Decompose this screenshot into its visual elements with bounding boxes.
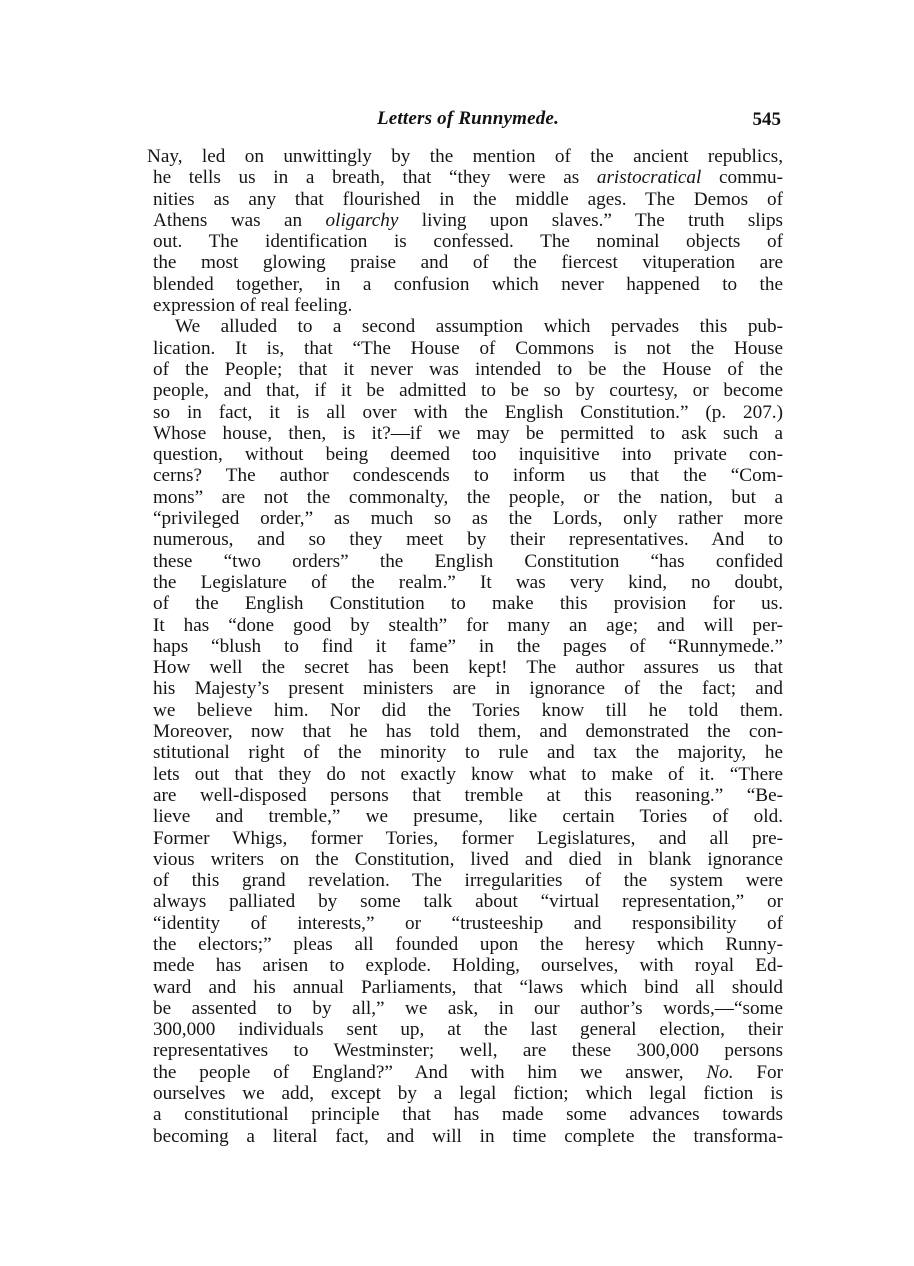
text-line: a constitutional principle that has made some advances towards [153, 1104, 783, 1126]
text-line: these “two orders” the English Constitution “has confided [153, 550, 783, 572]
text-line: ward and his annual Parliaments, that “laws which bind all should [153, 976, 783, 998]
text-line: Whose house, then, is it?—if we may be permitted to ask such a [153, 422, 783, 444]
text-line: cerns? The author condescends to inform us that the “Com- [153, 465, 783, 487]
text-line: 300,000 individuals sent up, at the last general election, their [153, 1019, 783, 1041]
text-line: vious writers on the Constitution, lived and died in blank ignorance [153, 848, 783, 870]
text-line: How well the secret has been kept! The author assures us that [153, 657, 783, 679]
text-line: question, without being deemed too inquisitive into private con- [153, 444, 783, 466]
text-line: stitutional right of the minority to rule and tax the majority, he [153, 742, 783, 764]
paragraph-end-line: expression of real feeling. [153, 295, 353, 317]
text-line: Athens was an oligarchy living upon slaves.” The truth slips [153, 209, 783, 231]
text-line: lieve and tremble,” we presume, like certain Tories of old. [153, 806, 783, 828]
text-line: “privileged order,” as much so as the Lords, only rather more [153, 508, 783, 530]
text-line: the people of England?” And with him we answer, No. For [153, 1061, 783, 1083]
text-line: out. The identification is confessed. The nominal objects of [153, 231, 783, 253]
text-line: the electors;” pleas all founded upon the heresy which Runny- [153, 933, 783, 955]
italic-emphasis: oligarchy [325, 209, 399, 231]
text-line: be assented to by all,” we ask, in our author’s words,—“some [153, 997, 783, 1019]
text-line: of the English Constitution to make this provision for us. [153, 593, 783, 615]
text-line: It has “done good by stealth” for many an age; and will per- [153, 614, 783, 636]
text-line: numerous, and so they meet by their representatives. And to [153, 529, 783, 551]
text-line: of this grand revelation. The irregularities of the system were [153, 870, 783, 892]
text-line: ourselves we add, except by a legal fiction; which legal fiction is [153, 1083, 783, 1105]
body-text [147, 146, 783, 1147]
page-number: 545 [752, 109, 781, 130]
text-line: the most glowing praise and of the fiercest vituperation are [153, 252, 783, 274]
text-line: haps “blush to find it fame” in the pages of “Runnymede.” [153, 635, 783, 657]
italic-emphasis: No. [706, 1061, 734, 1083]
text-line: “identity of interests,” or “trusteeship and responsibility of [153, 912, 783, 934]
text-line: the Legislature of the realm.” It was very kind, no doubt, [153, 571, 783, 593]
text-line: Nay, led on unwittingly by the mention of the ancient republics, [147, 146, 783, 167]
text-line: always palliated by some talk about “virtual representation,” or [153, 891, 783, 913]
text-line: his Majesty’s present ministers are in ignorance of the fact; and [153, 678, 783, 700]
text-line: are well-disposed persons that tremble at this reasoning.” “Be- [153, 784, 783, 806]
text-line: lication. It is, that “The House of Commons is not the House [153, 337, 783, 359]
text-line: mede has arisen to explode. Holding, ourselves, with royal Ed- [153, 955, 783, 977]
text-line: people, and that, if it be admitted to be so by courtesy, or become [153, 380, 783, 402]
text-line: Former Whigs, former Tories, former Legislatures, and all pre- [153, 827, 783, 849]
text-line: representatives to Westminster; well, are these 300,000 persons [153, 1040, 783, 1062]
italic-emphasis: aristocratical [596, 167, 702, 189]
text-line: mons” are not the commonalty, the people, or the nation, but a [153, 486, 783, 508]
text-line: becoming a literal fact, and will in time complete the transforma- [153, 1125, 783, 1147]
text-line: so in fact, it is all over with the English Constitution.” (p. 207.) [153, 401, 783, 423]
text-line: nities as any that flourished in the middle ages. The Demos of [153, 188, 783, 210]
text-line: Moreover, now that he has told them, and demonstrated the con- [153, 721, 783, 743]
text-line: of the People; that it never was intended to be the House of the [153, 358, 783, 380]
paragraph-start-line: We alluded to a second assumption which pervades this pub- [175, 316, 783, 338]
text-line: lets out that they do not exactly know what to make of it. “There [153, 763, 783, 785]
text-line: we believe him. Nor did the Tories know till he told them. [153, 699, 783, 721]
text-line: blended together, in a confusion which never happened to the [153, 273, 783, 295]
text-line: he tells us in a breath, that “they were as aristocratical commu- [153, 167, 783, 189]
running-header [153, 108, 783, 132]
running-title: Letters of Runnymede. [376, 108, 560, 129]
